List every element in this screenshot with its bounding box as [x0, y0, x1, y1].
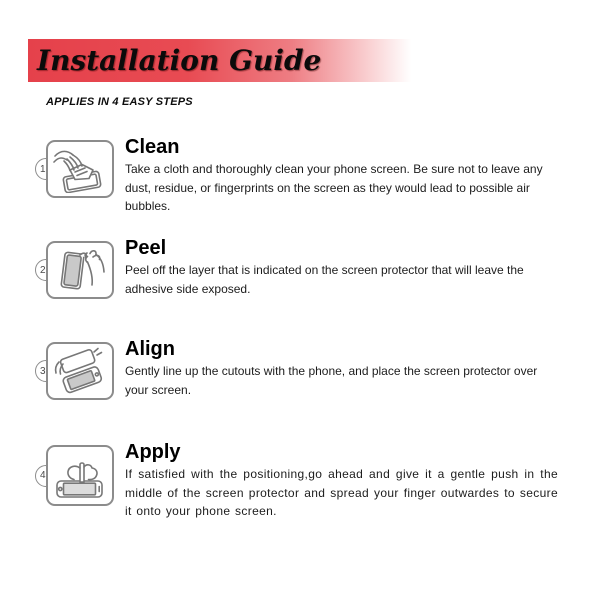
step-title: Align	[125, 338, 175, 360]
step-3-content	[125, 338, 558, 399]
step-3-figure	[40, 342, 114, 400]
step-apply	[40, 441, 558, 521]
header-banner	[28, 39, 600, 82]
step-title: Apply	[125, 441, 181, 463]
finger-pressing-phone-screen-icon	[46, 445, 114, 506]
step-title: Peel	[125, 237, 167, 259]
hand-peeling-protector-layer-icon	[46, 241, 114, 299]
step-4-figure	[40, 445, 114, 506]
page-title: Installation Guide	[37, 44, 322, 77]
step-1-content	[125, 136, 558, 216]
step-1-figure	[40, 140, 114, 198]
step-description: Gently line up the cutouts with the phone, and place the screen protector over your screen.	[125, 364, 538, 397]
step-description: Take a cloth and thoroughly clean your phone screen. Be sure not to leave any dust, residue, or fingerprints on the screen as they would lead to possible air bubbles.	[125, 162, 543, 213]
step-4-content	[125, 441, 558, 521]
step-2-figure	[40, 241, 114, 299]
step-clean	[40, 136, 558, 216]
step-title: Clean	[125, 136, 180, 158]
page-subtitle: APPLIES IN 4 EASY STEPS	[46, 96, 193, 108]
step-peel	[40, 237, 558, 299]
step-number-badge: 1	[35, 158, 57, 180]
step-number-badge: 2	[35, 259, 57, 281]
step-number-badge: 3	[35, 360, 57, 382]
step-2-content	[125, 237, 558, 298]
step-description: Peel off the layer that is indicated on the screen protector that will leave the adhesive side exposed.	[125, 263, 524, 296]
step-description: If satisfied with the positioning,go ahead and give it a gentle push in the middle of the screen protector and spread your finger outwardes to secure it onto your phone screen.	[125, 467, 558, 518]
step-number-badge: 4	[35, 465, 57, 487]
step-align	[40, 338, 558, 400]
protector-aligning-over-phone-icon	[46, 342, 114, 400]
hand-wiping-phone-with-cloth-icon	[46, 140, 114, 198]
